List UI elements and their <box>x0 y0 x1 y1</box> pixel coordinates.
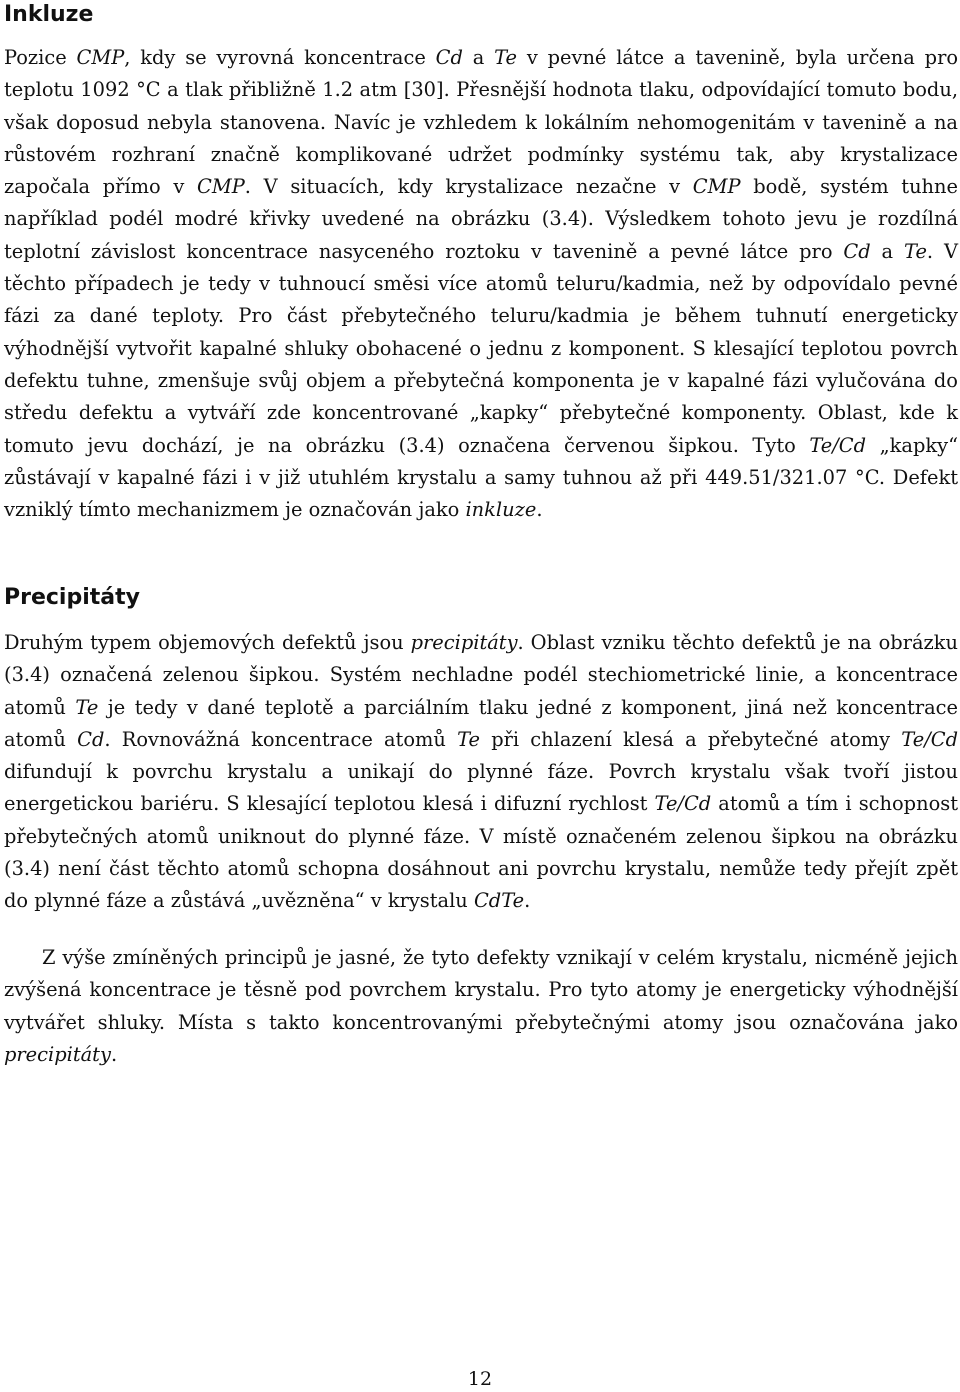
paragraph-precipitaty-1: Druhým typem objemových defektů jsou precipitáty. Oblast vzniku těchto defektů je na obrázku (3.4) označená zelenou šipkou. Systém nechladne podél stechiometrické linie, a koncentrace atomů Te je tedy v dané teplotě a parciálním tlaku jedné z komponent, jiná než koncentrace atomů Cd. Rovnovážná koncentrace atomů Te při chlazení klesá a přebytečné atomy Te/Cd difundují k povrchu krystalu a unikají do plynné fáze. Povrch krystalu však tvoří jistou energetickou bariéru. S klesající teplotou klesá i difuzní rychlost Te/Cd atomů a tím i schopnost přebytečných atomů uniknout do plynné fáze. V místě označeném zelenou šipkou na obrázku (3.4) není část těchto atomů schopna dosáhnout ani povrchu krystalu, nemůže tedy přejít zpět do plynné fáze a zůstává „uvězněna“ v krystalu CdTe. <box>4 631 959 913</box>
italic-term: Cd <box>843 239 871 263</box>
italic-term: Te/Cd <box>654 792 712 816</box>
italic-term: Te <box>494 46 517 69</box>
paragraph-inkluze: Pozice CMP, kdy se vyrovná koncentrace Cd a Te v pevné látce a tavenině, byla určena pro teplotu 1092 °C a tlak přibližně 1.2 atm [30]. Přesnější hodnota tlaku, odpovídající tomuto bodu, však doposud nebyla stanovena. Navíc je vzhledem k lokálním nehomogenitám v tavenině a na růstovém rozhraní značně komplikované udržet podmínky systému tak, aby krystalizace započala přímo v CMP. V situacích, kdy krystalizace nezačne v CMP bodě, systém tuhne například podél modré křivky uvedené na obrázku (3.4). Výsledkem tohoto jevu je rozdílná teplotní závislost koncentrace nasyceného roztoku v tavenině a pevné látce pro Cd a Te. V těchto případech je tedy v tuhnoucí směsi více atomů teluru/kadmia, než by odpovídalo pevné fázi za dané teploty. Pro část přebytečného teluru/kadmia je během tuhnutí energeticky výhodnější vytvořit kapalné shluky obohacené o jednu z komponent. S klesající teplotou povrch defektu tuhne, zmenšuje svůj objem a přebytečná komponenta je v kapalné fázi vylučována do středu defektu a vytváří zde koncentrované „kapky“ přebytečné komponenty. Oblast, kde k tomuto jevu dochází, je na obrázku (3.4) označena červenou šipkou. Tyto Te/Cd „kapky“ zůstávají v kapalné fázi i v již utuhlém krystalu a samy tuhnou až při 449.51/321.07 °C. Defekt vzniklý tímto mechanizmem je označován jako inkluze. <box>4 46 959 522</box>
section-heading-inkluze: Inkluze <box>4 2 94 27</box>
page-number: 12 <box>467 1368 493 1390</box>
italic-term: inkluze <box>465 498 537 522</box>
italic-term: Te <box>904 239 927 263</box>
italic-term: Te/Cd <box>809 433 867 457</box>
italic-term: Cd <box>435 46 463 69</box>
paragraph-precipitaty-2: Z výše zmíněných principů je jasné, že tyto defekty vznikají v celém krystalu, nicméně jejich zvýšená koncentrace je těsně pod povrchem krystalu. Pro tyto atomy je energeticky výhodnější vytvářet shluky. Místa s takto koncentrovanými přebytečnými atomy jsou označována jako precipitáty. <box>4 946 958 1066</box>
italic-term: precipitáty <box>4 1042 111 1066</box>
italic-term: CMP <box>197 175 245 199</box>
italic-term: Te <box>457 727 481 751</box>
italic-term: Cd <box>77 727 105 751</box>
italic-term: Te/Cd <box>901 727 958 751</box>
italic-term: CMP <box>692 175 741 199</box>
italic-term: precipitáty <box>410 631 518 654</box>
italic-term: CdTe <box>473 889 525 913</box>
italic-term: CMP <box>76 46 125 69</box>
italic-term: Te <box>75 695 99 719</box>
section-heading-precipitaty: Precipitáty <box>4 585 140 610</box>
